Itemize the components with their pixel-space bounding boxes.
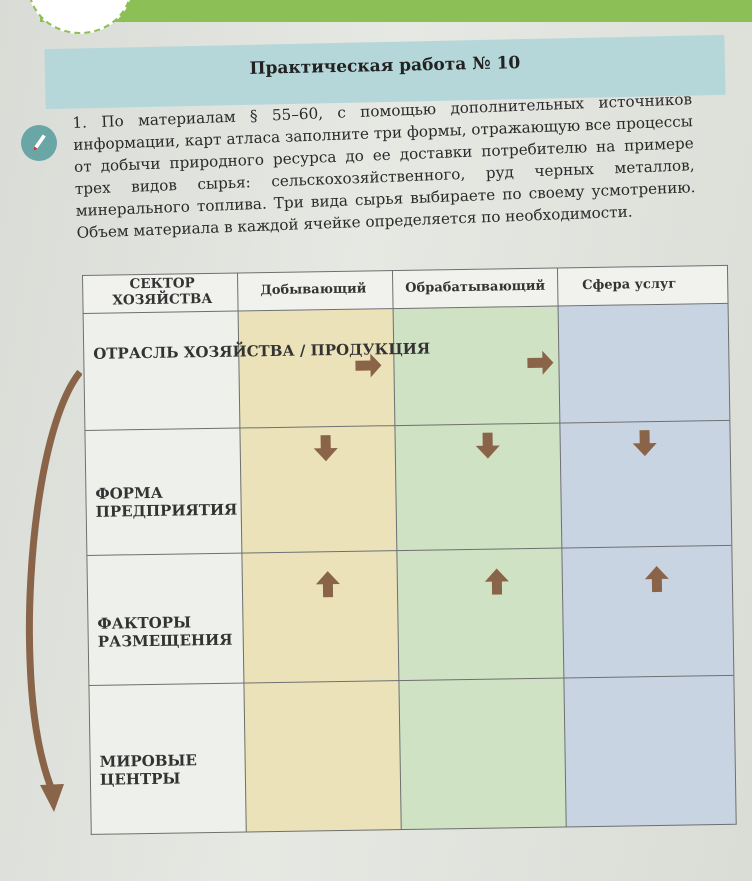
arrow-right-icon — [353, 350, 383, 380]
row-label-world-centers: МИРОВЫЕ ЦЕНТРЫ — [99, 751, 198, 789]
column-header-services: Сфера услуг — [582, 276, 677, 294]
arrow-down-icon — [472, 430, 502, 460]
arrow-up-icon — [313, 569, 343, 599]
pencil-icon — [21, 125, 57, 161]
arrow-up-icon — [482, 566, 512, 596]
row-label-location-factors: ФАКТОРЫ РАЗМЕЩЕНИЯ — [97, 613, 233, 651]
top-decoration — [40, 0, 752, 22]
fill-in-table — [82, 265, 751, 835]
arrow-up-icon — [642, 564, 672, 594]
page-title: Практическая работа № 10 — [249, 53, 521, 79]
row-label-enterprise-form: ФОРМА ПРЕДПРИЯТИЯ — [95, 483, 238, 521]
curved-flow-arrow-icon — [22, 360, 82, 820]
corner-label: СЕКТОР ХОЗЯЙСТВА — [112, 275, 213, 309]
top-tab-decoration — [28, 0, 132, 34]
row-label-industry: ОТРАСЛЬ ХОЗЯЙСТВА / ПРОДУКЦИЯ — [93, 339, 431, 363]
arrow-down-icon — [629, 428, 659, 458]
column-header-processing: Обрабатывающий — [405, 278, 546, 296]
task-text: 1. По материалам § 55–60, с помощью дополнительных источников информации, карт атласа заполните три формы, отражающую все процессы от добычи природного ресурса до ее доставки потребителю на примере трех видов сырья: сельскохозяйственного, руд черных металлов, минерального топлива. Три вида сырья выбираете по своему усмотрению. Объем материала в каждой ячейке определяется по необходимости. — [72, 90, 696, 242]
column-header-extractive: Добывающий — [260, 281, 367, 299]
arrow-right-icon — [525, 348, 555, 378]
arrow-down-icon — [311, 433, 341, 463]
